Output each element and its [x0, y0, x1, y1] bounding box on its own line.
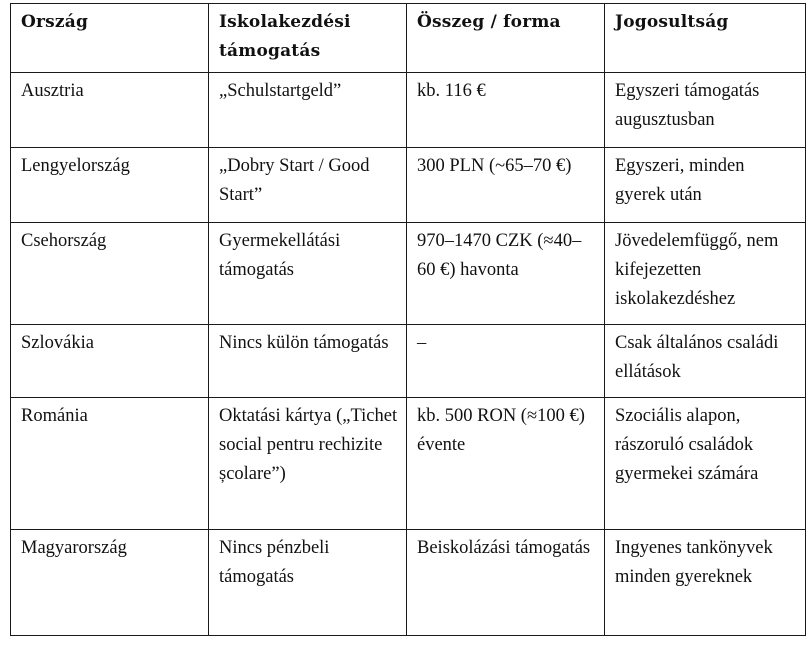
cell-country: Csehország — [11, 223, 209, 325]
header-amount-form: Összeg / forma — [407, 4, 605, 73]
cell-eligibility: Egyszeri, minden gyerek után — [605, 148, 806, 223]
cell-eligibility: Egyszeri támogatás augusztusban — [605, 73, 806, 148]
header-eligibility: Jogosultság — [605, 4, 806, 73]
cell-country: Magyarország — [11, 530, 209, 636]
cell-support: Oktatási kártya („Tichet social pentru rechizite școlare”) — [209, 398, 407, 530]
table-row — [11, 398, 806, 530]
cell-support: Gyermekellátási támogatás — [209, 223, 407, 325]
cell-country: Szlovákia — [11, 325, 209, 398]
table-row — [11, 223, 806, 325]
cell-country: Lengyelország — [11, 148, 209, 223]
cell-eligibility: Jövedelemfüggő, nem kifejezetten iskolakezdéshez — [605, 223, 806, 325]
cell-amount: kb. 116 € — [407, 73, 605, 148]
cell-amount: Beiskolázási támogatás — [407, 530, 605, 636]
cell-amount: kb. 500 RON (≈100 €) évente — [407, 398, 605, 530]
cell-country: Ausztria — [11, 73, 209, 148]
cell-support: „Dobry Start / Good Start” — [209, 148, 407, 223]
cell-eligibility: Csak általános családi ellátások — [605, 325, 806, 398]
cell-eligibility: Ingyenes tankönyvek minden gyereknek — [605, 530, 806, 636]
cell-support: „Schulstartgeld” — [209, 73, 407, 148]
cell-country: Románia — [11, 398, 209, 530]
cell-amount: 970–1470 CZK (≈40–60 €) havonta — [407, 223, 605, 325]
cell-eligibility: Szociális alapon, rászoruló családok gyermekei számára — [605, 398, 806, 530]
cell-amount: – — [407, 325, 605, 398]
cell-amount: 300 PLN (~65–70 €) — [407, 148, 605, 223]
table-row — [11, 73, 806, 148]
table-row — [11, 530, 806, 636]
header-country: Ország — [11, 4, 209, 73]
header-school-start-support: Iskolakezdési támogatás — [209, 4, 407, 73]
comparison-table — [10, 3, 806, 636]
table-header-row — [11, 4, 806, 73]
cell-support: Nincs külön támogatás — [209, 325, 407, 398]
cell-support: Nincs pénzbeli támogatás — [209, 530, 407, 636]
table-row — [11, 325, 806, 398]
table-row — [11, 148, 806, 223]
